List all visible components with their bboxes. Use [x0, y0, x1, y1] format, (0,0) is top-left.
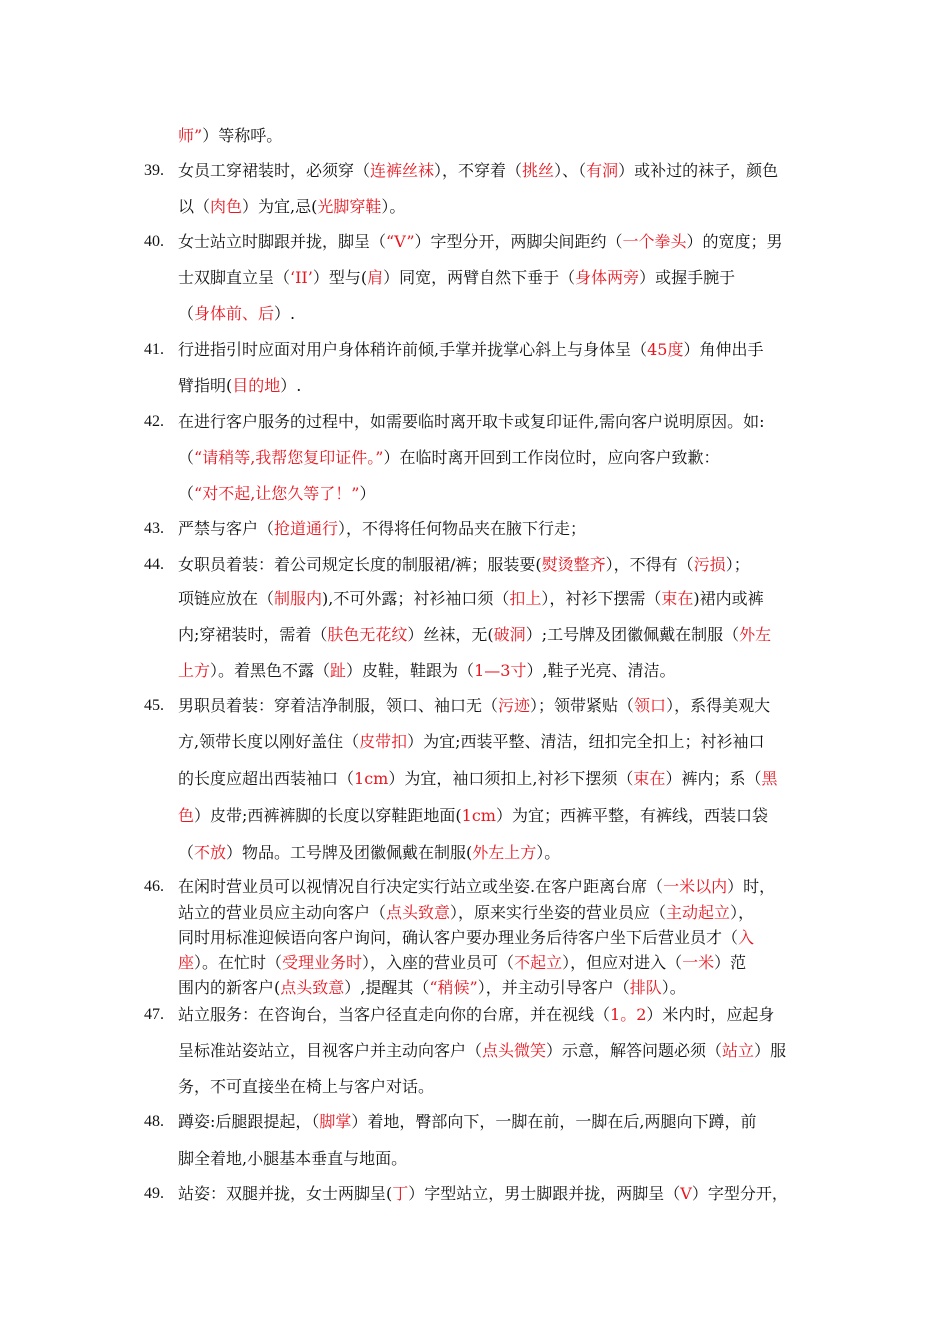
answer-text: “V”	[386, 232, 415, 251]
text-line	[178, 1112, 818, 1132]
question-text: ）为宜；西裤平整，有裤线，西装口袋	[495, 806, 768, 825]
answer-text: 光脚穿鞋	[317, 197, 382, 216]
question-text: ）。	[381, 197, 406, 216]
text-line	[178, 232, 818, 252]
answer-text: 抢道通行	[274, 519, 339, 538]
text-line	[178, 126, 818, 146]
question-text: ）。着黑色不露（	[210, 661, 331, 680]
item-number: 40.	[144, 233, 164, 250]
answer-text: V	[680, 1184, 692, 1203]
question-text: ），系得美观大	[666, 696, 771, 715]
answer-text: 排队	[629, 978, 662, 997]
question-text: ）	[359, 484, 376, 503]
text-line	[178, 412, 818, 432]
answer-text: 有洞	[586, 161, 619, 180]
question-text: 士双脚直立呈（	[178, 268, 291, 287]
answer-text: “稍候”	[429, 978, 478, 997]
text-line	[178, 519, 818, 539]
question-text: ）丝袜，无(	[407, 625, 494, 644]
question-text: ），入座的营业员可（	[362, 953, 515, 972]
answer-text: 一米	[682, 953, 715, 972]
answer-text: 连裤丝袜	[370, 161, 435, 180]
answer-text: 束在	[633, 769, 666, 788]
question-text: （	[178, 843, 195, 862]
question-text: ），并主动引导客户（	[477, 978, 630, 997]
text-line	[178, 1077, 818, 1097]
question-text: ）的宽度；男	[686, 232, 783, 251]
question-text: 女士站立时脚跟并拢，脚呈（	[178, 232, 387, 251]
text-line	[178, 732, 818, 752]
question-text: )裙内或裤	[693, 589, 764, 608]
question-text: 站立服务：在咨询台，当客户径直走向你的台席，并在视线（	[178, 1005, 611, 1024]
answer-text: 熨烫整齐	[541, 555, 606, 574]
answer-text: 上方	[178, 661, 211, 680]
answer-text: 一米以内	[663, 877, 728, 896]
answer-text: 师”	[178, 126, 203, 145]
question-text: ）为宜;西装平整、清洁，纽扣完全扣上；衬衫袖口	[407, 732, 765, 751]
answer-text: 目的地	[232, 376, 281, 395]
question-text: ）示意，解答问题必须（	[546, 1041, 723, 1060]
answer-text: 挑丝	[522, 161, 555, 180]
question-text: ）角伸出手	[683, 340, 764, 359]
question-text: （	[178, 304, 195, 323]
question-text: ），不穿着（	[434, 161, 523, 180]
question-text: ）型与(	[312, 268, 368, 287]
question-text: 方,领带长度以刚好盖住（	[178, 732, 360, 751]
question-text: ）范	[714, 953, 747, 972]
question-text: 在闲时营业员可以视情况自行决定实行站立或坐姿.在客户距离台席（	[178, 877, 664, 896]
answer-text: 扣上	[509, 589, 542, 608]
answer-text: 点头致意	[280, 978, 345, 997]
answer-text: 黑	[761, 769, 778, 788]
question-text: ）为宜，袖口须扣上,衬衫下摆须（	[388, 769, 634, 788]
answer-text: 外左上方	[472, 843, 537, 862]
item-number: 42.	[144, 413, 164, 430]
answer-text: 座	[178, 953, 195, 972]
answer-text: 不放	[194, 843, 227, 862]
answer-text: 趾	[330, 661, 347, 680]
answer-text: 身体前、后	[194, 304, 275, 323]
answer-text: 1。2	[610, 1005, 647, 1024]
answer-text: 1cm	[461, 806, 496, 825]
question-text: 女员工穿裙装时，必须穿（	[178, 161, 371, 180]
answer-text: 肉色	[210, 197, 243, 216]
text-line	[178, 903, 818, 923]
text-line	[178, 843, 818, 863]
question-text: 站立的营业员应主动向客户（	[178, 903, 387, 922]
answer-text: “对不起,让您久等了！”	[194, 484, 360, 503]
text-line	[178, 268, 818, 288]
answer-text: 入	[738, 928, 755, 947]
question-text: ）字型分开，	[691, 1184, 788, 1203]
question-text: ）。	[661, 978, 686, 997]
text-line	[178, 928, 818, 948]
question-text: ）或补过的袜子，颜色	[618, 161, 779, 180]
question-text: ）皮鞋，鞋跟为（	[346, 661, 475, 680]
question-text: 蹲姿:后腿跟提起，（	[178, 1112, 320, 1131]
text-line	[178, 484, 818, 504]
text-line	[178, 1041, 818, 1061]
question-text: （	[178, 448, 195, 467]
item-number: 47.	[144, 1006, 164, 1023]
text-line	[178, 376, 818, 396]
answer-text: 一个拳头	[622, 232, 687, 251]
question-text: ）.	[274, 304, 296, 323]
answer-text: 45度	[647, 340, 684, 359]
question-text: ），但应对进入（	[562, 953, 683, 972]
text-line	[178, 953, 818, 973]
item-number: 49.	[144, 1185, 164, 1202]
question-text: ），原来实行坐姿的营业员应（	[450, 903, 667, 922]
text-line	[178, 1184, 818, 1204]
question-text: ）为宜,忌(	[242, 197, 318, 216]
item-number: 39.	[144, 162, 164, 179]
item-number: 48.	[144, 1113, 164, 1130]
item-number: 43.	[144, 520, 164, 537]
question-text: ）同宽，两臂自然下垂于（	[383, 268, 576, 287]
question-text: ）等称呼。	[202, 126, 283, 145]
text-line	[178, 696, 818, 716]
answer-text: 外左	[739, 625, 772, 644]
question-text: ),不可外露；衬衫袖口须（	[322, 589, 510, 608]
answer-text: 丁	[392, 1184, 409, 1203]
text-line	[178, 769, 818, 789]
answer-text: ‘II’	[290, 268, 313, 287]
question-text: ）服	[754, 1041, 787, 1060]
question-text: ）时，	[727, 877, 776, 896]
answer-text: 不起立	[514, 953, 563, 972]
question-text: 以（	[178, 197, 211, 216]
answer-text: 主动起立	[666, 903, 731, 922]
answer-text: 领口	[634, 696, 667, 715]
text-line	[178, 806, 818, 826]
text-line	[178, 1005, 818, 1025]
text-line	[178, 877, 818, 897]
text-line	[178, 197, 818, 217]
question-text: ），不得将任何物品夹在腋下行走；	[338, 519, 587, 538]
question-text: ）、（	[554, 161, 587, 180]
question-text: ）皮带;西裤裤脚的长度以穿鞋距地面(	[194, 806, 462, 825]
answer-text: 点头致意	[386, 903, 451, 922]
item-number: 44.	[144, 556, 164, 573]
question-text: 站姿：双腿并拢，女士两脚呈(	[178, 1184, 393, 1203]
question-text: 呈标准站姿站立，目视客户并主动向客户（	[178, 1041, 483, 1060]
question-text: ）;工号牌及团徽佩戴在制服（	[525, 625, 740, 644]
question-text: 务，不可直接坐在椅上与客户对话。	[178, 1077, 435, 1096]
answer-text: 脚掌	[319, 1112, 352, 1131]
question-text: ）,提醒其（	[344, 978, 430, 997]
item-number: 45.	[144, 697, 164, 714]
answer-text: 站立	[722, 1041, 755, 1060]
answer-text: “请稍等,我帮您复印证件。”	[194, 448, 384, 467]
answer-text: 皮带扣	[359, 732, 408, 751]
question-text: ）着地，臀部向下，一脚在前，一脚在后,两腿向下蹲，前	[351, 1112, 757, 1131]
answer-text: 1cm	[354, 769, 389, 788]
question-text: ）物品。工号牌及团徽佩戴在制服(	[226, 843, 473, 862]
question-text: ）裤内；系（	[665, 769, 762, 788]
question-text: ）米内时，应起身	[646, 1005, 775, 1024]
question-text: 在进行客户服务的过程中，如需要临时离开取卡或复印证件,需向客户说明原因。如:	[178, 412, 765, 431]
text-line	[178, 625, 818, 645]
text-line	[178, 978, 818, 998]
text-line	[178, 555, 818, 575]
question-text: 男职员着装：穿着洁净制服，领口、袖口无（	[178, 696, 499, 715]
question-text: 内;穿裙装时，需着（	[178, 625, 328, 644]
text-line	[178, 448, 818, 468]
question-text: 围内的新客户(	[178, 978, 281, 997]
question-text: ）；	[725, 555, 750, 574]
text-line	[178, 589, 818, 609]
question-text: ），衬衫下摆需（	[541, 589, 662, 608]
answer-text: 束在	[661, 589, 694, 608]
question-text: 项链应放在（	[178, 589, 275, 608]
item-number: 41.	[144, 341, 164, 358]
question-text: ）在临时离开回到工作岗位时，应向客户致歉：	[383, 448, 720, 467]
question-text: ），	[730, 903, 755, 922]
answer-text: 受理业务时	[282, 953, 363, 972]
text-line	[178, 304, 818, 324]
text-line	[178, 661, 818, 681]
answer-text: 身体两旁	[575, 268, 640, 287]
answer-text: 污损	[693, 555, 726, 574]
answer-text: 点头微笑	[482, 1041, 547, 1060]
answer-text: 污迹	[498, 696, 531, 715]
question-text: ）或握手腕于	[639, 268, 736, 287]
question-text: 的长度应超出西装袖口（	[178, 769, 355, 788]
text-line	[178, 340, 818, 360]
question-text: ）；领带紧贴（	[530, 696, 635, 715]
text-line	[178, 1149, 818, 1169]
answer-text: 肤色无花纹	[327, 625, 408, 644]
question-text: ）字型分开，两脚尖间距约（	[414, 232, 623, 251]
question-text: ）.	[280, 376, 302, 395]
question-text: ），不得有（	[605, 555, 694, 574]
question-text: 脚全着地,小腿基本垂直与地面。	[178, 1149, 408, 1168]
question-text: 女职员着装：着公司规定长度的制服裙/裤；服装要(	[178, 555, 542, 574]
question-text: ）。在忙时（	[194, 953, 283, 972]
question-text: 臂指明(	[178, 376, 233, 395]
answer-text: 破洞	[493, 625, 526, 644]
question-text: 严禁与客户（	[178, 519, 275, 538]
question-text: 同时用标准迎候语向客户询问，确认客户要办理业务后待客户坐下后营业员才（	[178, 928, 739, 947]
text-line	[178, 161, 818, 181]
answer-text: 色	[178, 806, 195, 825]
question-text: ）。	[536, 843, 561, 862]
question-text: 行进指引时应面对用户身体稍许前倾,手掌并拢掌心斜上与身体呈（	[178, 340, 648, 359]
item-number: 46.	[144, 878, 164, 895]
question-text: ）字型站立，男士脚跟并拢，两脚呈（	[408, 1184, 681, 1203]
question-text: ）,鞋子光亮、清洁。	[526, 661, 676, 680]
answer-text: 肩	[367, 268, 384, 287]
answer-text: 制服内	[274, 589, 323, 608]
answer-text: 1—3寸	[474, 661, 527, 680]
question-text: （	[178, 484, 195, 503]
